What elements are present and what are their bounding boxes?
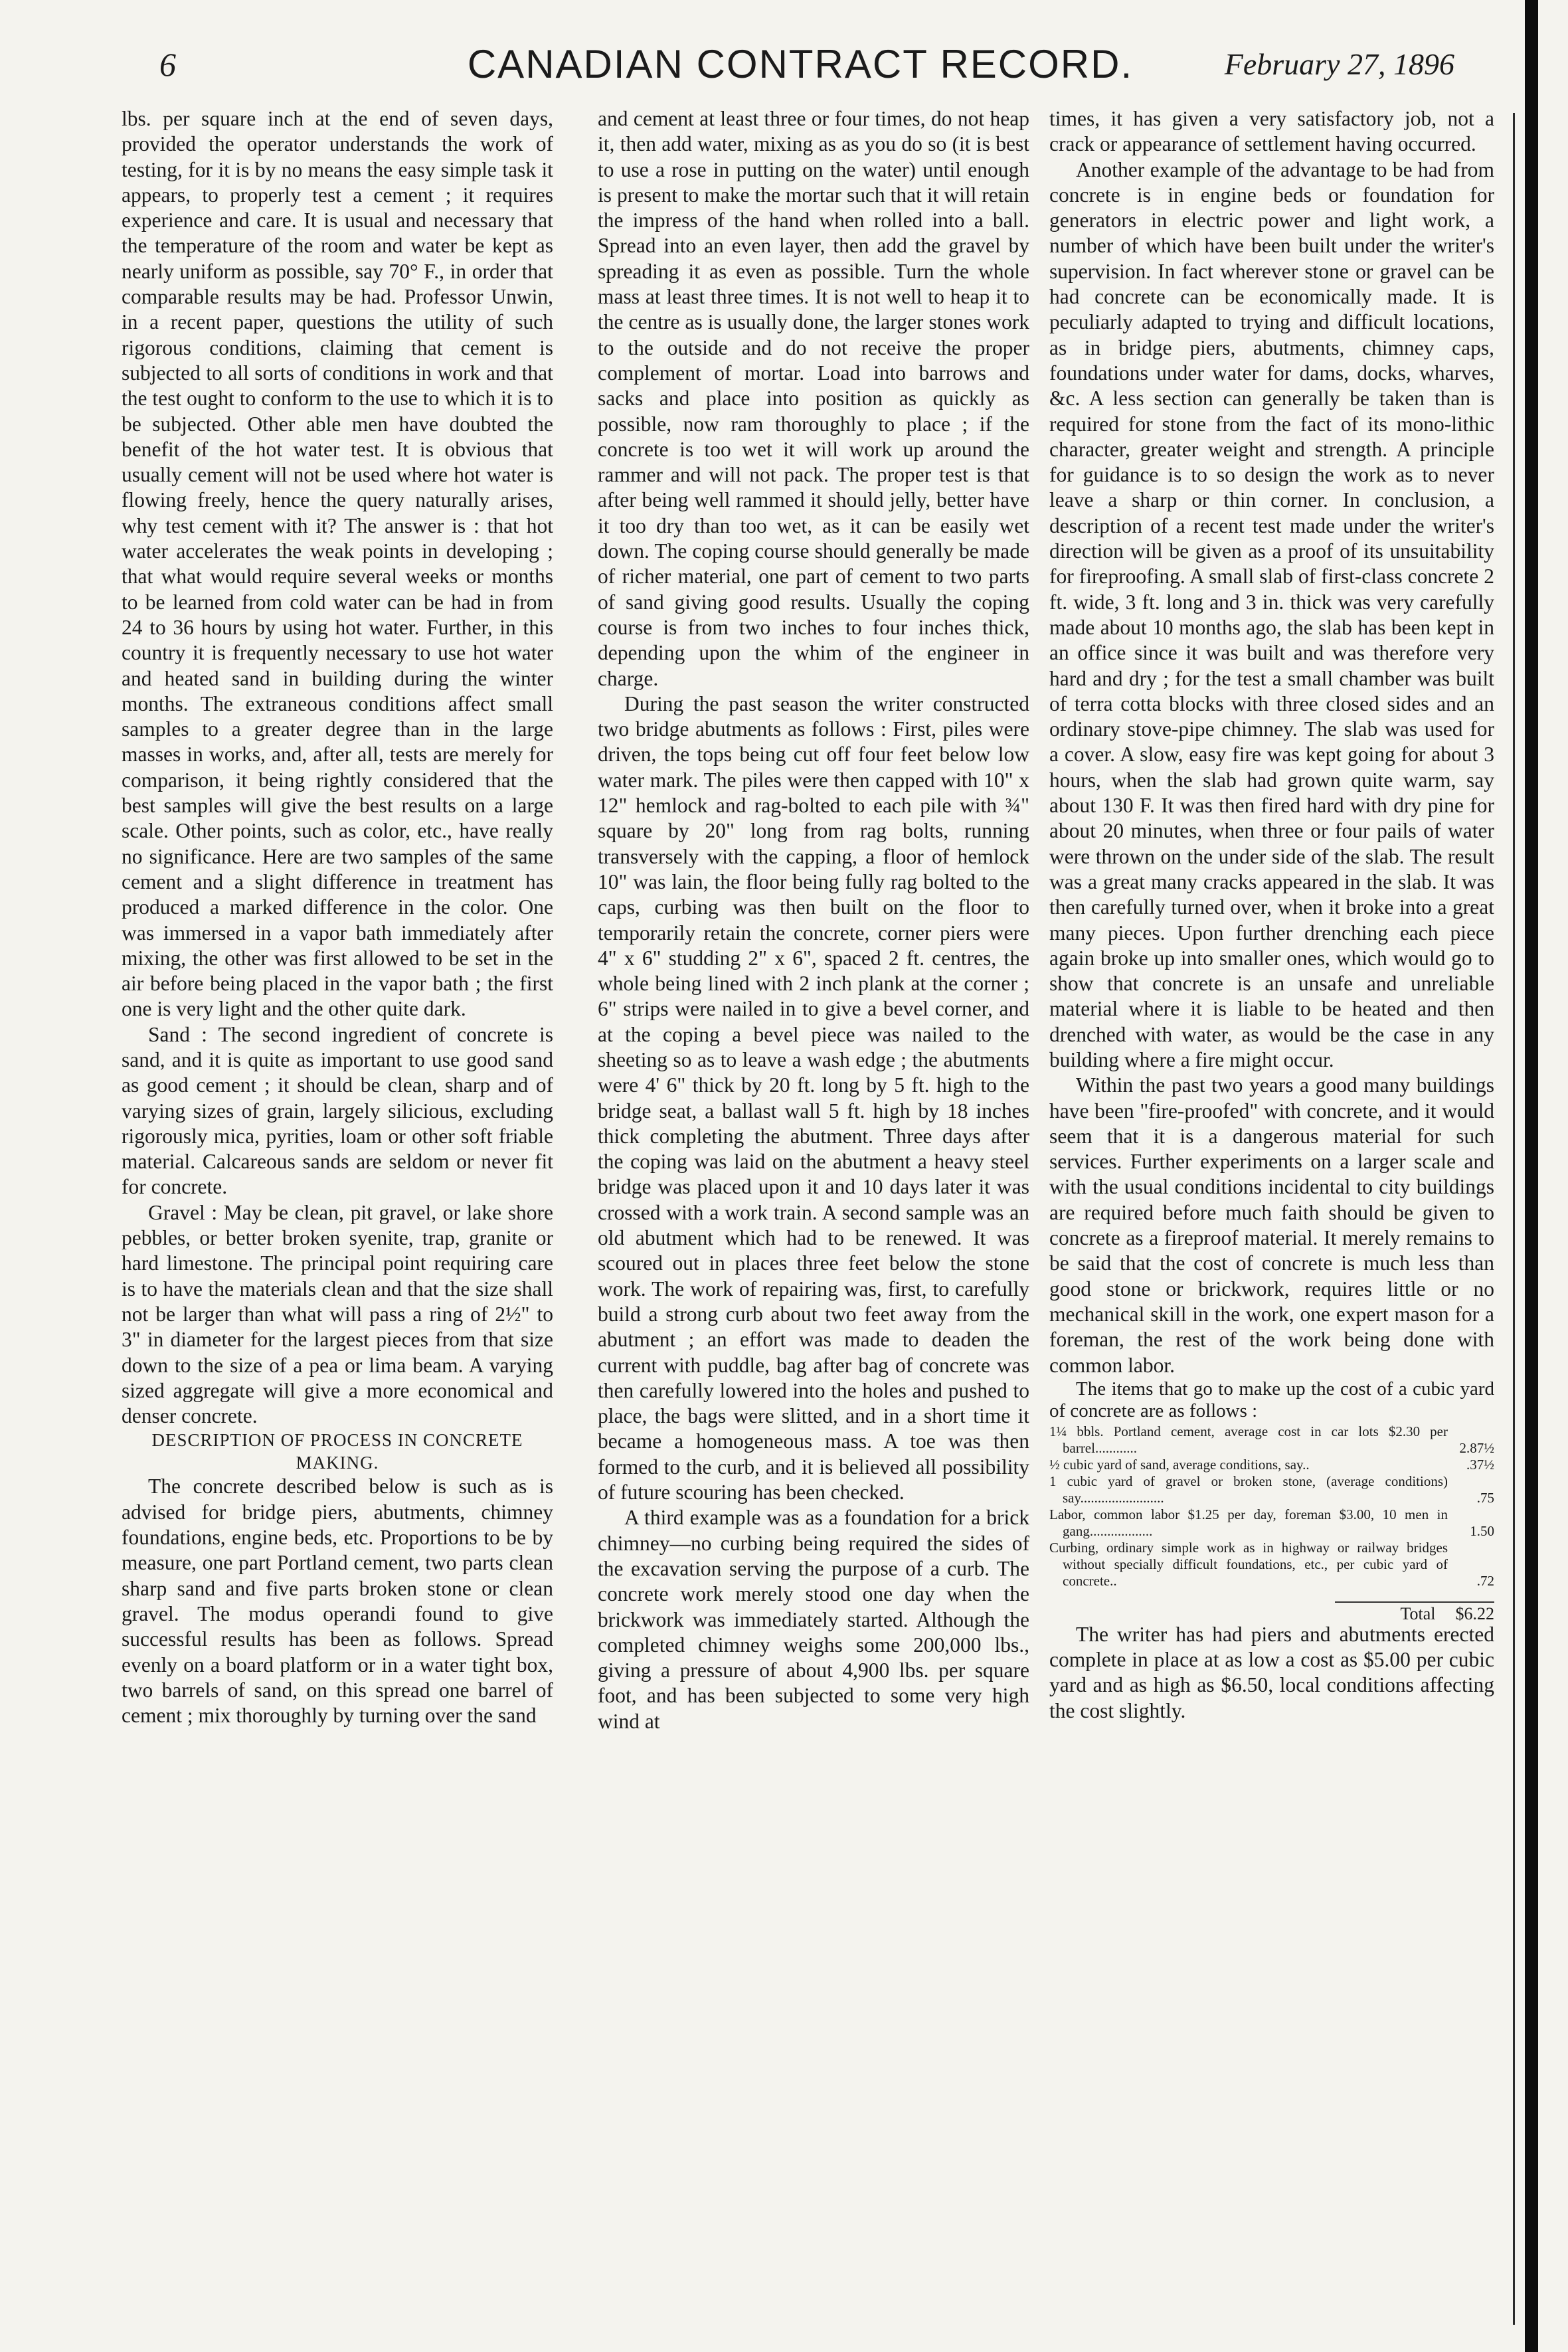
cost-desc: 1¼ bbls. Portland cement, average cost in car lots $2.30 per barrel............	[1049, 1423, 1448, 1456]
paragraph: lbs. per square inch at the end of seven days, provided the operator understands the work of testing, for it is by no means the easy simple task it appears, to properly test a cement ; it requires experience and care. It is usual and necessary that the temperature of the room and water be kept as nearly uniform as possible, say 70° F., in order that comparable results may be had. Professor Unwin, in a recent paper, questions the utility of such rigorous conditions, claiming that cement is subjected to all sorts of conditions in work and that the test ought to conform to the use to which it is to be subjected. Other able men have doubted the benefit of the hot water test. It is obvious that usually cement will not be used where hot water is flowing freely, hence the query naturally arises, why test cement with it? The answer is : that hot water accelerates the weak points in developing ; that what would require several weeks or months to be learned from cold water can be had in from 24 to 36 hours by using hot water. Further, in this country it is frequently necessary to use hot water and heated sand in building during the winter months. The extraneous conditions affect small samples to a greater degree than in the large masses in works, and, after all, tests are merely for comparison, it being rightly considered that the best samples will give the best results on a large scale. Other points, such as color, etc., have really no significance. Here are two samples of the same cement and a slight difference in treatment has produced a marked difference in the color. One was immersed in a vapor bath immediately after mixing, the other was first allowed to be set in the air before being placed in the vapor bath ; the first one is very light and the other quite dark.	[122, 107, 553, 1021]
cost-intro: The items that go to make up the cost of a cubic yard of concrete are as follows :	[1049, 1378, 1494, 1421]
paragraph-fireproofing: Within the past two years a good many buildings have been "fire-proofed" with concrete, and it would seem that it is a dangerous material for such services. Further experiments on a larger scale and with the usual conditions incidental to city buildings are required before much faith should be given to concrete as a fireproof material. It merely remains to be said that the cost of concrete is much less than good stone or brickwork, requires little or no mechanical skill in the work, one expert mason for a foreman, the rest of the work being done with common labor.	[1049, 1073, 1494, 1377]
column-1	[122, 106, 553, 1728]
page-header	[120, 41, 1481, 94]
column-3	[1049, 106, 1494, 1724]
paragraph-gravel: Gravel : May be clean, pit gravel, or lake shore pebbles, or better broken syenite, trap, granite or hard limestone. The principal point requiring care is to have the materials clean and that the size shall not be larger than what will pass a ring of 2½" to 3" in diameter for the largest pieces from that size down to the size of a pea or lima beam. A varying sized aggregate will give a more economical and denser concrete.	[122, 1200, 553, 1428]
paragraph-process: The concrete described below is such as is advised for bridge piers, abutments, chimney foundations, engine beds, etc. Proportions to be by measure, one part Portland cement, two parts clean sharp sand and five parts broken stone or clean gravel. The modus operandi found to give successful results has been as follows. Spread evenly on a board platform or in a water tight box, two barrels of sand, on this spread one barrel of cement ; mix thoroughly by turning over the sand	[122, 1475, 553, 1728]
cost-row	[1049, 1506, 1494, 1540]
page-number: 6	[159, 46, 176, 83]
paragraph: and cement at least three or four times, do not heap it, then add water, mixing as as you do so (it is best to use a rose in putting on the water) until enough is present to make the mortar such that it will retain the impress of the hand when rolled into a ball. Spread into an even layer, then add the gravel by spreading it as even as possible. Turn the whole mass at least three times. It is not well to heap it to the centre as is usually done, the larger stones work to the outside and do not receive the proper complement of mortar. Load into barrows and sacks and place into position as quickly as possible, now ram thoroughly to place ; if the concrete is too wet it will work up around the rammer and will not pack. The proper test is that after being well rammed it should jelly, better have it too dry than too wet, as it can be easily wet down. The coping course should generally be made of richer material, one part of cement to two parts of sand giving good results. Usually the coping course is from two inches to four inches thick, depending upon the whim of the engineer in charge.	[598, 107, 1029, 690]
cost-amount: 2.87½	[1459, 1439, 1494, 1456]
cost-amount: .37½	[1466, 1456, 1494, 1473]
cost-table	[1049, 1423, 1494, 1622]
page-edge-bar	[1525, 0, 1538, 2352]
cost-desc: Labor, common labor $1.25 per day, foreman $3.00, 10 men in gang..................	[1049, 1506, 1448, 1539]
cost-row	[1049, 1457, 1494, 1473]
paragraph: times, it has given a very satisfactory job, not a crack or appearance of settlement having occurred.	[1049, 107, 1494, 156]
paragraph-engine-beds: Another example of the advantage to be had from concrete is in engine beds or foundation for generators in electric power and light work, a number of which have been built under the writer's supervision. In fact wherever stone or gravel can be had concrete can be economically made. It is peculiarly adapted to trying and difficult locations, as in bridge piers, abutments, chimney caps, foundations under water for dams, docks, wharves, &c. A less section can generally be taken than is required for stone from the fact of its mono-lithic character, greater weight and strength. A principle for guidance is to so design the work as to never leave a sharp or thin corner. In conclusion, a description of a recent test made under the writer's direction will be given as a proof of its unsuitability for fireproofing. A small slab of first-class concrete 2 ft. wide, 3 ft. long and 3 in. thick was very carefully made about 10 months ago, the slab has been kept in an office since it was built and was therefore very hard and dry ; for the test a small chamber was built of terra cotta blocks with three closed sides and an ordinary stove-pipe chimney. The slab was used for a cover. A slow, easy fire was kept going for about 3 hours, when the slab had grown quite warm, say about 130 F. It was then fired hard with dry pine for about 20 minutes, when three or four pails of water were thrown on the under side of the slab. The result was a great many cracks appeared in the slab. It was then carefully turned over, when it broke into a great many pieces. Upon further drenching each piece again broke up into smaller ones, which would go to show that concrete is an unsafe and unreliable material where it is liable to be heated and then drenched with water, as would be the case in any building where a fire might occur.	[1049, 157, 1494, 1071]
cost-amount: .72	[1476, 1572, 1494, 1589]
column-2	[598, 106, 1029, 1734]
cost-total-label: Total	[1400, 1603, 1436, 1623]
paragraph-closing: The writer has had piers and abutments erected complete in place at as low a cost as $5.00 per cubic yard and as high as $6.50, local conditions affecting the cost slightly.	[1049, 1622, 1494, 1722]
cost-row	[1049, 1540, 1494, 1589]
cost-desc: Curbing, ordinary simple work as in highway or railway bridges without specially difficult foundations, etc., per cubic yard of concrete..	[1049, 1539, 1448, 1589]
issue-date: February 27, 1896	[1224, 47, 1454, 81]
cost-desc: 1 cubic yard of gravel or broken stone, (average conditions) say........................	[1049, 1473, 1448, 1506]
column-rule	[1513, 113, 1515, 2325]
cost-row	[1049, 1423, 1494, 1457]
cost-total	[1335, 1601, 1494, 1622]
paragraph-sand: Sand : The second ingredient of concrete is sand, and it is quite as important to use good sand as good cement ; it should be clean, sharp and of varying sizes of grain, largely silicious, excluding rigorously mica, pyrities, loam or other soft friable material. Calcareous sands are seldom or never fit for concrete.	[122, 1022, 553, 1199]
paragraph-chimney: A third example was as a foundation for a brick chimney—no curbing being required the sides of the excavation serving the purpose of a curb. The concrete work merely stood one day when the brickwork was immediately started. Although the completed chimney weighs some 200,000 lbs., giving a pressure of about 4,900 lbs. per square foot, and has been subjected to some very high wind at	[598, 1506, 1029, 1733]
cost-total-value: $6.22	[1455, 1603, 1494, 1623]
cost-amount: .75	[1476, 1489, 1494, 1506]
paragraph-abutments: During the past season the writer constructed two bridge abutments as follows : First, piles were driven, the tops being cut off four feet below low water mark. The piles were then capped with 10" x 12" hemlock and rag-bolted to each pile with ¾" square by 20" long from rag bolts, running transversely with the capping, a floor of hemlock 10" was lain, the floor being fully rag bolted to the caps, curbing was then built on the floor to temporarily retain the concrete, corner piers were 4" x 6" studding 2" x 6", spaced 2 ft. centres, the whole being lined with 2 inch plank at the corner ; 6" strips were nailed in to give a bevel corner, and at the coping a bevel piece was nailed to the sheeting so as to leave a wash edge ; the abutments were 4' 6" thick by 20 ft. long by 5 ft. high to the bridge seat, a ballast wall 5 ft. high by 18 inches thick completing the abutment. Three days after the coping was laid on the abutment a heavy steel bridge was placed upon it and 10 days later it was crossed with a work train. A second sample was an old abutment which had to be renewed. It was scoured out in places three feet below the stone work. The work of repairing was, first, to carefully build a strong curb about two feet away from the abutment ; an effort was made to deaden the current with puddle, bag after bag of concrete was then carefully lowered into the holes and pushed to place, the bags were slitted, and in a short time it became a homogeneous mass. A toe was then formed to the curb, and it is believed all possibility of future scouring has been checked.	[598, 691, 1029, 1504]
cost-desc: ½ cubic yard of sand, average conditions, say..	[1049, 1456, 1310, 1473]
cost-row	[1049, 1473, 1494, 1506]
section-subhead: DESCRIPTION OF PROCESS IN CONCRETE MAKING.	[151, 1430, 523, 1473]
cost-amount: 1.50	[1470, 1522, 1494, 1539]
journal-title: CANADIAN CONTRACT RECORD.	[467, 42, 1134, 86]
